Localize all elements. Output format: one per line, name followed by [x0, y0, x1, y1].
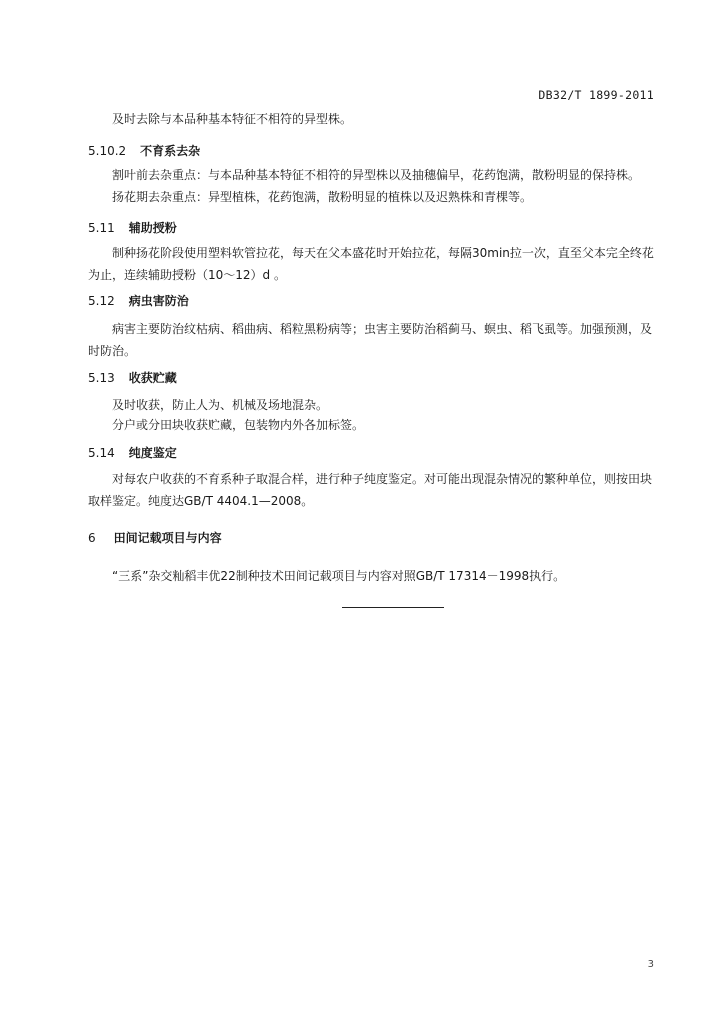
- section-title: 辅助授粉: [128, 221, 177, 235]
- heading-5-10-2: [88, 142, 200, 160]
- section-title: 纯度鉴定: [128, 446, 177, 460]
- section-number: 5.13: [88, 371, 115, 385]
- heading-6: [88, 529, 222, 547]
- paragraph-5-13-2: 分户或分田块收获贮藏，包装物内外各加标签。: [112, 418, 365, 432]
- paragraph-5-10-2-1: 割叶前去杂重点：与本品种基本特征不相符的异型株以及抽穗偏早，花药饱满，散粉明显的保持株。: [112, 168, 641, 182]
- heading-5-13: [88, 369, 177, 387]
- section-number: 6: [88, 531, 96, 545]
- heading-5-12: [88, 292, 189, 310]
- paragraph-6: “三系”杂交籼稻丰优22制种技术田间记载项目与内容对照GB/T 17314－1998执行。: [112, 569, 566, 583]
- section-title: 不育系去杂: [140, 144, 201, 158]
- paragraph-5-13-1: 及时收获，防止人为、机械及场地混杂。: [112, 398, 329, 412]
- paragraph-5-11: 制种扬花阶段使用塑料软管拉花，每天在父本盛花时开始拉花，每隔30min拉一次，直至父本完全终花为止，连续辅助授粉（10～12）d 。: [88, 246, 654, 282]
- paragraph-5-14: 对每农户收获的不育系种子取混合样，进行种子纯度鉴定。对可能出现混杂情况的繁种单位，则按田块取样鉴定。纯度达GB/T 4404.1—2008。: [88, 472, 653, 508]
- end-rule: [342, 607, 444, 608]
- heading-5-14: [88, 444, 177, 462]
- page-number: 3: [647, 959, 654, 970]
- paragraph-5-10-1-tail: 及时去除与本品种基本特征不相符的异型株。: [112, 112, 353, 126]
- heading-5-11: [88, 219, 177, 237]
- section-title: 收获贮藏: [128, 371, 177, 385]
- standard-code: DB32/T 1899-2011: [538, 88, 654, 102]
- paragraph-5-10-2-2: 扬花期去杂重点：异型植株，花药饱满，散粉明显的植株以及迟熟株和青棵等。: [112, 190, 533, 204]
- paragraph-5-12: 病害主要防治纹枯病、稻曲病、稻粒黑粉病等；虫害主要防治稻蓟马、螟虫、稻飞虱等。加强预测，及时防治。: [88, 322, 653, 358]
- section-number: 5.14: [88, 446, 115, 460]
- section-number: 5.10.2: [88, 144, 127, 158]
- section-title: 田间记载项目与内容: [113, 531, 222, 545]
- section-number: 5.12: [88, 294, 115, 308]
- section-title: 病虫害防治: [128, 294, 189, 308]
- section-number: 5.11: [88, 221, 115, 235]
